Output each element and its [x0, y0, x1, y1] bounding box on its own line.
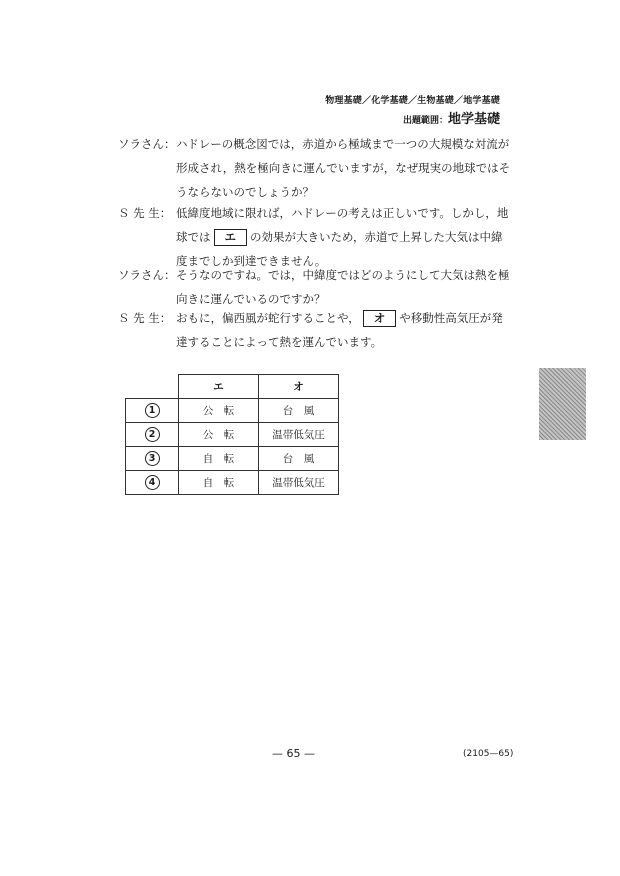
line-text: おもに，偏西風が蛇行することや， [176, 311, 360, 325]
table-header-row [126, 375, 339, 399]
speaker: ソラさん： [118, 268, 176, 282]
dialogue-line: 度までしか到達できません。 [176, 254, 327, 268]
table-row [126, 447, 339, 471]
choice-number: 4 [145, 475, 160, 490]
table-row [126, 423, 339, 447]
speaker: Ｓ 先 生： [118, 311, 172, 325]
column-header-o: オ [259, 375, 339, 399]
table-cell-o: 台 風 [259, 399, 339, 423]
subjects-header: 物理基礎／化学基礎／生物基礎／地学基礎 [325, 96, 500, 106]
line-text: 球では [176, 230, 211, 244]
dialogue-line: 向きに運んでいるのですか？ [176, 292, 326, 306]
speaker: ソラさん： [118, 137, 176, 151]
dialogue-line: そうなのですね。では，中緯度ではどのようにして大気は熱を極 [176, 268, 510, 282]
blank-box-o: オ [363, 310, 397, 327]
line-text: の効果が大きいため，赤道で上昇した大気は中緯 [250, 230, 503, 244]
table-cell-e: 自 転 [179, 447, 259, 471]
table-cell-e: 公 転 [179, 399, 259, 423]
choice-number: 2 [145, 427, 160, 442]
dialogue-line: 低緯度地域に限れば，ハドレーの考えは正しいです。しかし，地 [176, 206, 509, 220]
dialogue-line: うならないのでしょうか？ [176, 185, 314, 199]
choice-number: 3 [145, 451, 160, 466]
side-tab-marker [539, 368, 586, 440]
table-row [126, 399, 339, 423]
dialogue-line: 達することによって熱を運んでいます。 [176, 335, 383, 349]
table-cell-e: 自 転 [179, 471, 259, 495]
choice-number: 1 [145, 403, 160, 418]
dialogue-line [176, 308, 506, 329]
range-label: 出題範囲： [402, 116, 448, 126]
column-header-e: エ [179, 375, 259, 399]
blank-box-e: エ [214, 229, 248, 246]
speaker: Ｓ 先 生： [118, 206, 172, 220]
dialogue-line: ハドレーの概念図では，赤道から極域まで一つの大規模な対流が [176, 137, 510, 151]
table-cell-o: 温帯低気圧 [259, 423, 339, 447]
line-text: や移動性高気圧が発 [399, 311, 503, 325]
range-header [403, 108, 500, 127]
table-cell-o: 台 風 [259, 447, 339, 471]
answer-table [125, 374, 339, 495]
dialogue-line [176, 227, 506, 248]
table-cell-e: 公 転 [179, 423, 259, 447]
dialogue-line: 形成され，熱を極向きに運んでいますが，なぜ現実の地球ではそ [176, 161, 511, 175]
range-value: 地学基礎 [447, 112, 500, 127]
table-row [126, 471, 339, 495]
exam-code: (2105—65) [463, 749, 514, 759]
table-cell-o: 温帯低気圧 [259, 471, 339, 495]
page-number: — 65 — [272, 747, 315, 760]
